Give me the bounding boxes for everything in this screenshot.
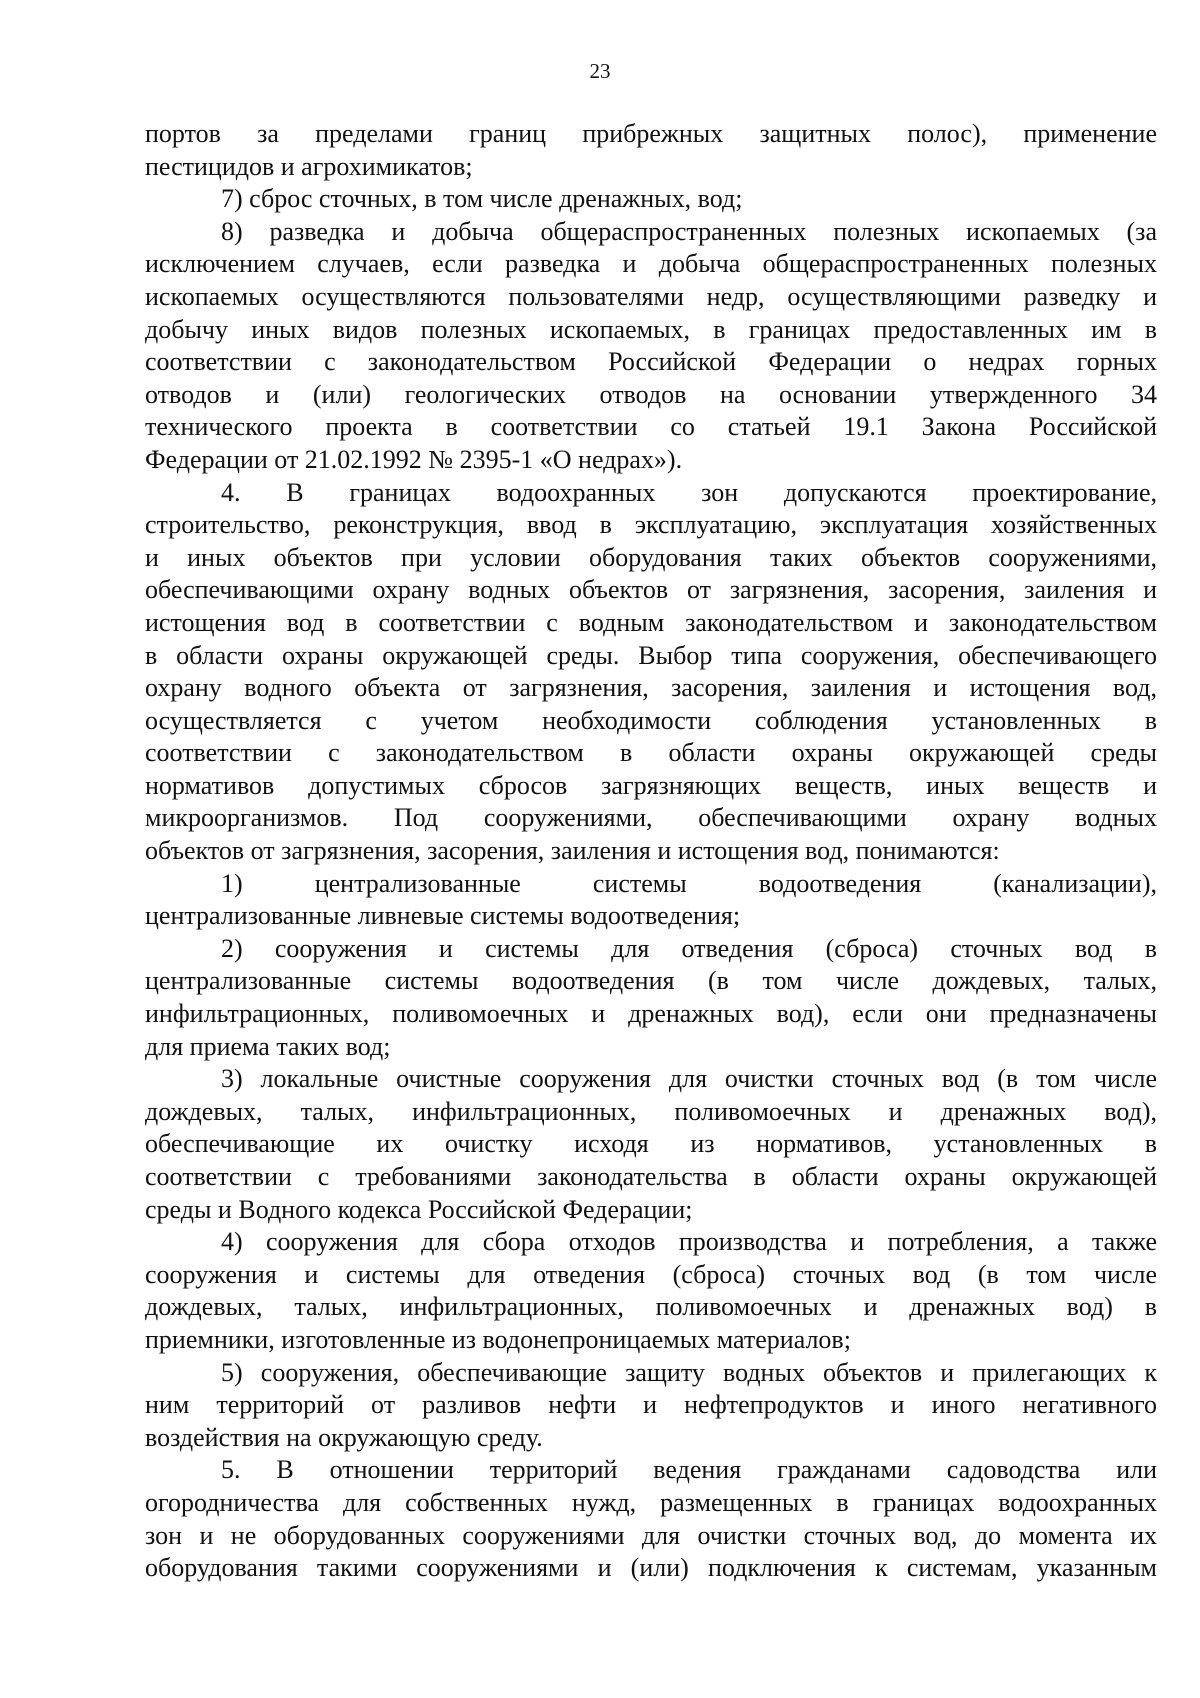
- text-line: для приема таких вод;: [145, 1031, 391, 1061]
- text-line: микроорганизмов. Под сооружениями, обеспечивающими охрану водных: [145, 803, 1157, 833]
- text-line: дождевых, талых, инфильтрационных, поливомоечных и дренажных вод),: [145, 1096, 1157, 1126]
- text-line: зон и не оборудованных сооружениями для очистки сточных вод, до момента их: [145, 1520, 1157, 1550]
- paragraph: [145, 118, 1157, 183]
- text-line: Федерации от 21.02.1992 № 2395-1 «О недрах»).: [145, 444, 683, 474]
- text-line: ископаемых осуществляются пользователями недр, осуществляющими разведку и: [145, 281, 1157, 311]
- text-line: охрану водного объекта от загрязнения, засорения, заиления и истощения вод,: [145, 673, 1157, 703]
- text-line: 4. В границах водоохранных зон допускаются проектирование,: [221, 477, 1157, 507]
- text-line: централизованные ливневые системы водоотведения;: [145, 901, 741, 931]
- text-line: истощения вод в соответствии с водным законодательством и законодательством: [145, 607, 1157, 637]
- text-line: объектов от загрязнения, засорения, заиления и истощения вод, понимаются:: [145, 836, 1000, 866]
- text-line: приемники, изготовленные из водонепроницаемых материалов;: [145, 1324, 851, 1354]
- text-line: оборудования такими сооружениями и (или) подключения к системам, указанным: [145, 1553, 1157, 1583]
- paragraph: [145, 477, 1157, 868]
- text-line: строительство, реконструкция, ввод в эксплуатацию, эксплуатация хозяйственных: [145, 510, 1157, 540]
- text-line: и иных объектов при условии оборудования таких объектов сооружениями,: [145, 542, 1157, 572]
- paragraph: [145, 1063, 1157, 1226]
- paragraph: [145, 1454, 1157, 1584]
- text-line: добычу иных видов полезных ископаемых, в границах предоставленных им в: [145, 314, 1157, 344]
- paragraph: [145, 1226, 1157, 1356]
- text-line: воздействия на окружающую среду.: [145, 1422, 543, 1452]
- text-line: пестицидов и агрохимикатов;: [145, 151, 473, 181]
- text-line: 7) сброс сточных, в том числе дренажных, вод;: [221, 184, 743, 214]
- text-line: в области охраны окружающей среды. Выбор типа сооружения, обеспечивающего: [145, 640, 1157, 670]
- text-line: исключением случаев, если разведка и добыча общераспространенных полезных: [145, 249, 1157, 279]
- text-line: огородничества для собственных нужд, размещенных в границах водоохранных: [145, 1487, 1157, 1517]
- text-line: обеспечивающими охрану водных объектов от загрязнения, засорения, заиления и: [145, 575, 1157, 605]
- text-line: среды и Водного кодекса Российской Федерации;: [145, 1194, 693, 1224]
- text-line: 5. В отношении территорий ведения гражданами садоводства или: [221, 1455, 1157, 1485]
- text-line: обеспечивающие их очистку исходя из нормативов, установленных в: [145, 1129, 1157, 1159]
- paragraph: [145, 183, 1157, 216]
- text-line: 3) локальные очистные сооружения для очистки сточных вод (в том числе: [221, 1064, 1157, 1094]
- text-line: 2) сооружения и системы для отведения (сброса) сточных вод в: [221, 933, 1157, 963]
- text-line: соответствии с законодательством в области охраны окружающей среды: [145, 738, 1157, 768]
- text-line: централизованные системы водоотведения (в том числе дождевых, талых,: [145, 966, 1157, 996]
- text-line: 1) централизованные системы водоотведения (канализации),: [221, 868, 1157, 898]
- paragraph: [145, 868, 1157, 933]
- text-line: нормативов допустимых сбросов загрязняющих веществ, иных веществ и: [145, 770, 1157, 800]
- page-number: 23: [589, 59, 611, 83]
- text-line: дождевых, талых, инфильтрационных, поливомоечных и дренажных вод) в: [145, 1292, 1157, 1322]
- document-body: [145, 118, 1157, 1585]
- paragraph: [145, 1357, 1157, 1455]
- text-line: осуществляется с учетом необходимости соблюдения установленных в: [145, 705, 1157, 735]
- text-line: соответствии с требованиями законодательства в области охраны окружающей: [145, 1162, 1157, 1191]
- paragraph: [145, 933, 1157, 1063]
- text-line: технического проекта в соответствии со статьей 19.1 Закона Российской: [145, 412, 1157, 442]
- text-line: портов за пределами границ прибрежных защитных полос), применение: [145, 119, 1157, 148]
- text-line: 4) сооружения для сбора отходов производства и потребления, а также: [221, 1227, 1157, 1257]
- text-line: 5) сооружения, обеспечивающие защиту водных объектов и прилегающих к: [221, 1357, 1157, 1387]
- text-line: ним территорий от разливов нефти и нефтепродуктов и иного негативного: [145, 1390, 1157, 1420]
- text-line: отводов и (или) геологических отводов на основании утвержденного 34: [145, 379, 1157, 409]
- text-line: инфильтрационных, поливомоечных и дренажных вод), если они предназначены: [145, 999, 1157, 1029]
- paragraph: [145, 216, 1157, 477]
- text-line: сооружения и системы для отведения (сброса) сточных вод (в том числе: [145, 1259, 1157, 1289]
- text-line: 8) разведка и добыча общераспространенных полезных ископаемых (за: [221, 216, 1157, 246]
- text-line: соответствии с законодательством Российской Федерации о недрах горных: [145, 347, 1157, 377]
